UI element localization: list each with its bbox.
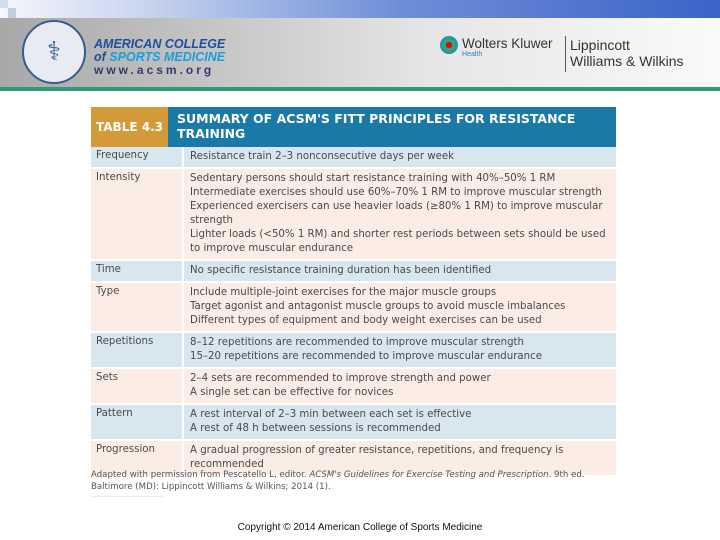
row-label: Repetitions	[96, 336, 154, 347]
row-label: Pattern	[96, 408, 133, 419]
table-row	[91, 369, 616, 405]
wolters-kluwer-logo	[440, 36, 553, 58]
table-row	[91, 283, 616, 333]
acsm-line2: SPORTS MEDICINE	[109, 50, 226, 64]
table-row	[91, 169, 616, 261]
row-line: Include multiple-joint exercises for the major muscle groups	[190, 287, 497, 298]
copyright-footer: Copyright © 2014 American College of Sports Medicine	[237, 522, 483, 533]
row-line: A gradual progression of greater resistance, repetitions, and frequency is recommended	[190, 445, 564, 470]
table-row	[91, 405, 616, 441]
row-line: 2–4 sets are recommended to improve strength and power	[190, 373, 491, 384]
table-number: TABLE 4.3	[91, 107, 168, 147]
decor-square	[0, 0, 8, 8]
lww-logo	[570, 37, 684, 69]
row-line: Resistance train 2–3 nonconsecutive days per week	[190, 151, 455, 162]
table-title: SUMMARY OF ACSM'S FITT PRINCIPLES FOR RESISTANCE TRAINING	[168, 107, 616, 147]
table-row	[91, 261, 616, 283]
wk-globe-icon	[440, 36, 458, 54]
caption-book-title: ACSM's Guidelines for Exercise Testing and Prescription	[309, 470, 549, 480]
row-line: 15–20 repetitions are recommended to improve muscular endurance	[190, 351, 542, 362]
logo-divider	[565, 36, 566, 72]
wk-sub: Health	[462, 51, 483, 58]
row-line: 8–12 repetitions are recommended to improve muscular strength	[190, 337, 524, 348]
row-label: Time	[96, 264, 121, 275]
fine-print: ————————————————————————	[91, 494, 163, 498]
wk-name: Wolters Kluwer	[462, 36, 553, 51]
acsm-seal-logo: ⚕	[22, 20, 86, 84]
row-line: Lighter loads (<50% 1 RM) and shorter rest periods between sets should be used to improve muscular endurance	[190, 229, 606, 254]
row-content	[182, 147, 616, 167]
top-gradient-bar	[0, 0, 720, 18]
row-line: A single set can be effective for novices	[190, 387, 394, 398]
row-content	[182, 369, 616, 403]
row-line: Different types of equipment and body weight exercises can be used	[190, 315, 542, 326]
table-header	[91, 107, 616, 147]
caption-text-end: . 9th ed. Baltimore (MD): Lippincott Williams & Wilkins; 2014 (1).	[91, 470, 585, 492]
row-line: No specific resistance training duration has been identified	[190, 265, 492, 276]
row-label: Sets	[96, 372, 119, 383]
row-content	[182, 405, 616, 439]
table-row	[91, 147, 616, 169]
acsm-logo	[94, 38, 225, 77]
row-label: Type	[96, 286, 120, 297]
row-line: Experienced exercisers can use heavier loads (≥80% 1 RM) to improve muscular strength	[190, 201, 603, 226]
table-row	[91, 333, 616, 369]
decor-square	[8, 8, 16, 18]
acsm-of: of	[94, 50, 106, 64]
row-line: A rest interval of 2–3 min between each set is effective	[190, 409, 472, 420]
acsm-url: www.acsm.org	[94, 63, 215, 77]
lww-line2: Williams & Wilkins	[570, 53, 684, 69]
row-content	[182, 261, 616, 281]
acsm-line1: AMERICAN COLLEGE	[94, 37, 226, 51]
lww-line1: Lippincott	[570, 37, 630, 53]
row-label: Intensity	[96, 172, 141, 183]
row-line: Sedentary persons should start resistance training with 40%–50% 1 RM	[190, 173, 556, 184]
row-label: Progression	[96, 444, 155, 455]
row-content	[182, 333, 616, 367]
fitt-table	[91, 107, 616, 477]
row-line: Target agonist and antagonist muscle groups to avoid muscle imbalances	[190, 301, 566, 312]
row-line: A rest of 48 h between sessions is recommended	[190, 423, 441, 434]
row-line: Intermediate exercises should use 60%–70% 1 RM to improve muscular strength	[190, 187, 602, 198]
caption-text: Adapted with permission from Pescatello L, editor.	[91, 470, 310, 480]
source-caption	[91, 469, 616, 493]
header-divider	[0, 87, 720, 91]
row-content	[182, 283, 616, 331]
row-label: Frequency	[96, 150, 149, 161]
row-content	[182, 169, 616, 259]
